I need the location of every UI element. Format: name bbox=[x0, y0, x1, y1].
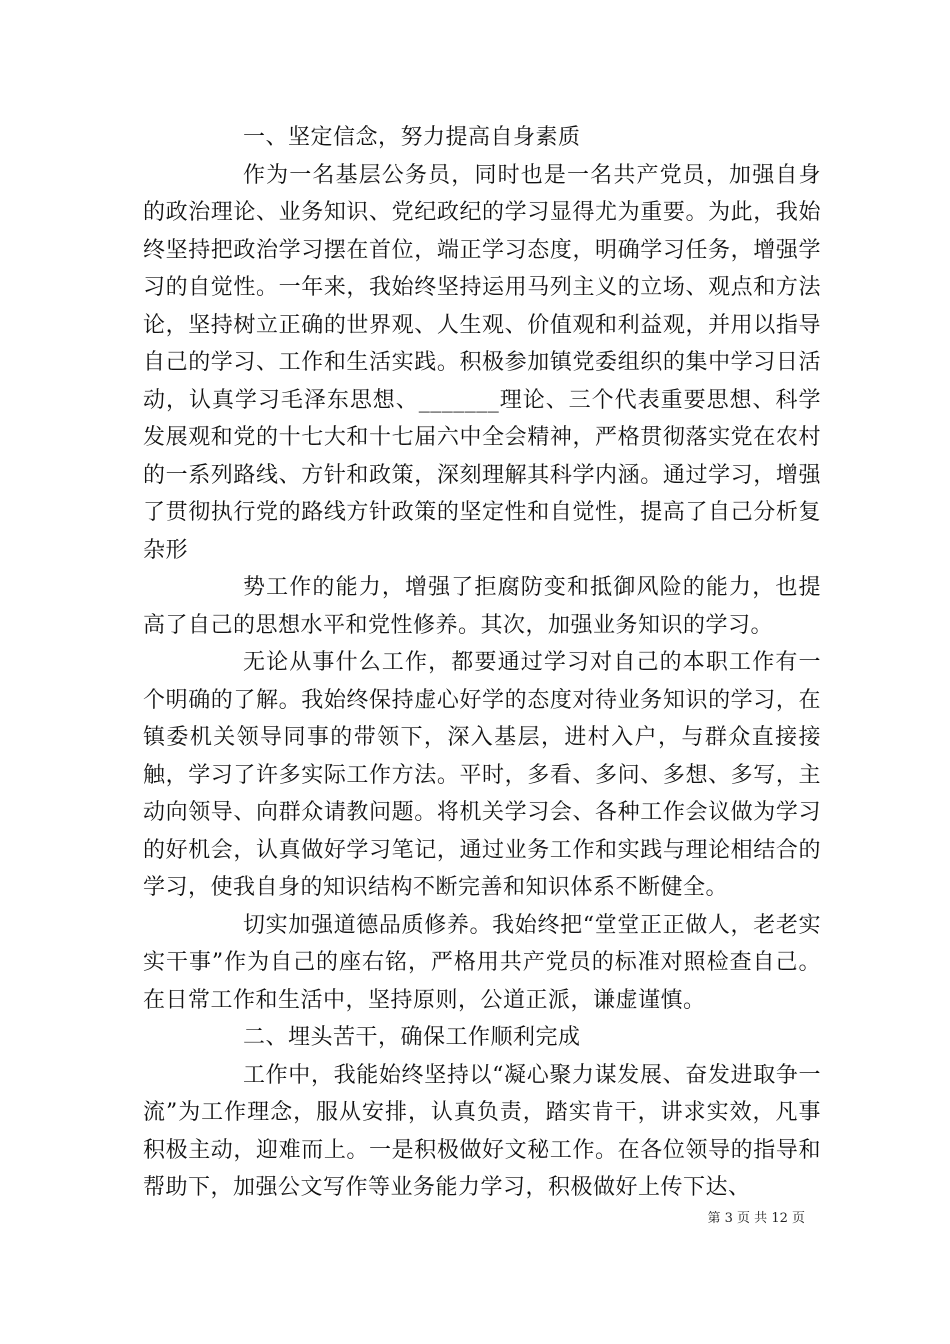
paragraph-moral-cultivation: 切实加强道德品质修养。我始终把“堂堂正正做人，老老实实干事”作为自己的座右铭，严格用共产党员的标准对照检查自己。在日常工作和生活中，坚持原则，公道正派，谦虚谨慎。 bbox=[143, 912, 821, 1013]
page-number-footer: 第 3 页 共 12 页 bbox=[707, 1211, 805, 1226]
document-body bbox=[143, 119, 821, 1207]
section-heading-1: 一、坚定信念，努力提高自身素质 bbox=[243, 125, 581, 150]
section-heading-2: 二、埋头苦干，确保工作顺利完成 bbox=[243, 1025, 581, 1050]
paragraph-work-philosophy: 工作中，我能始终坚持以“凝心聚力谋发展、奋发进取争一流”为工作理念，服从安排，认真负责，踏实肯干，讲求实效，凡事积极主动，迎难而上。一是积极做好文秘工作。在各位领导的指导和帮助下，加强公文写作等业务能力学习，积极做好上传下达、 bbox=[143, 1062, 821, 1200]
paragraph-political-study: 作为一名基层公务员，同时也是一名共产党员，加强自身的政治理论、业务知识、党纪政纪的学习显得尤为重要。为此，我始终坚持把政治学习摆在首位，端正学习态度，明确学习任务，增强学习的自觉性。一年来，我始终坚持运用马列主义的立场、观点和方法论，坚持树立正确的世界观、人生观、价值观和利益观，并用以指导自己的学习、工作和生活实践。积极参加镇党委组织的集中学习日活动，认真学习毛泽东思想、_______理论、三个代表重要思想、科学发展观和党的十七大和十七届六中全会精神，严格贯彻落实党在农村的一系列路线、方针和政策，深刻理解其科学内涵。通过学习，增强了贯彻执行党的路线方针政策的坚定性和自觉性，提高了自己分析复杂形 bbox=[143, 162, 821, 563]
paragraph-continued-ability: 势工作的能力，增强了拒腐防变和抵御风险的能力，也提高了自己的思想水平和党性修养。其次，加强业务知识的学习。 bbox=[143, 575, 821, 638]
paragraph-business-knowledge: 无论从事什么工作，都要通过学习对自己的本职工作有一个明确的了解。我始终保持虚心好学的态度对待业务知识的学习，在镇委机关领导同事的带领下，深入基层，进村入户，与群众直接接触，学习了许多实际工作方法。平时，多看、多问、多想、多写，主动向领导、向群众请教问题。将机关学习会、各种工作会议做为学习的好机会，认真做好学习笔记，通过业务工作和实践与理论相结合的学习，使我自身的知识结构不断完善和知识体系不断健全。 bbox=[143, 650, 821, 900]
